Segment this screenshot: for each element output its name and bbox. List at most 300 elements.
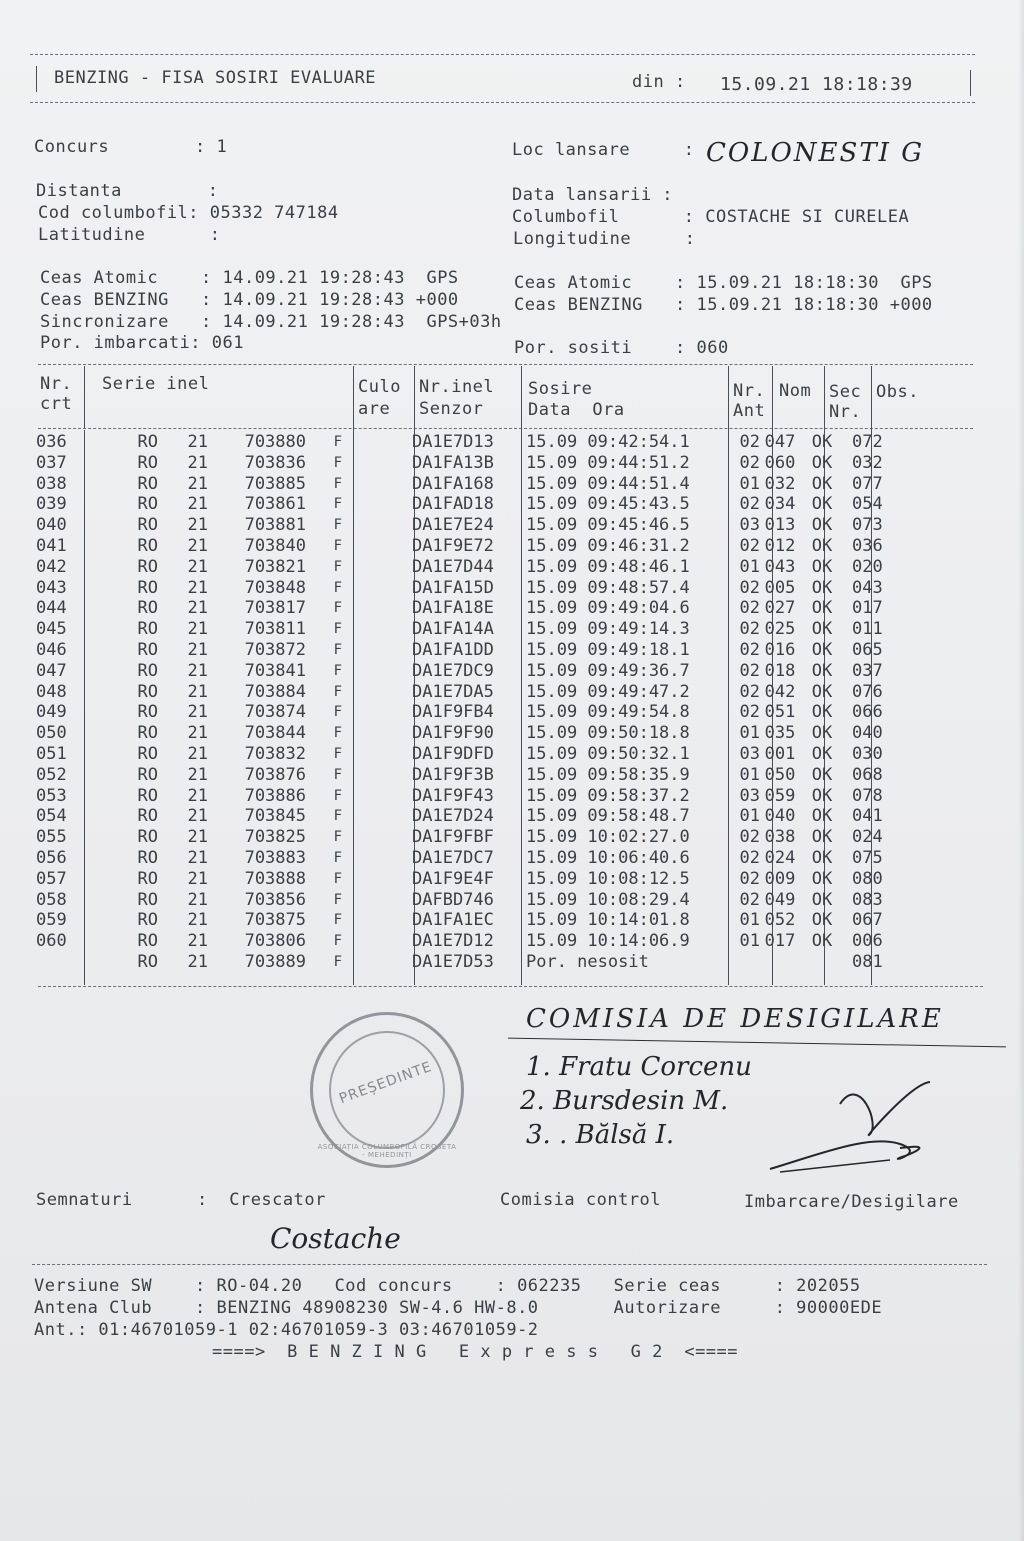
cell-obs: 037 (852, 660, 883, 681)
cell-sex: F (333, 434, 342, 450)
cell-arrival: 15.09 10:08:12.5 (526, 868, 690, 889)
cell-culoare (342, 432, 410, 453)
cell-ro: RO (137, 868, 158, 889)
cell-ro: RO (137, 556, 158, 577)
cell-ro: RO (137, 702, 158, 723)
cell-arrival: 15.09 10:02:27.0 (526, 827, 690, 848)
cell-arrival: 15.09 09:44:51.4 (526, 473, 690, 494)
cell-ant: 02 (739, 619, 760, 640)
cell-obs: 017 (852, 598, 883, 619)
footer-rule (32, 1264, 987, 1265)
cell-sensor: DA1E7D24 (412, 806, 494, 827)
cell-ring: 703876 (244, 764, 306, 785)
cell-ring: 703886 (244, 785, 306, 806)
cell-sex: F (333, 496, 342, 513)
cell-ring: 703806 (244, 931, 306, 952)
table-top-rule (38, 364, 973, 365)
cell-arrival: 15.09 09:46:31.2 (526, 535, 690, 556)
comisia-member-2: 2. Bursdesin M. (520, 1086, 729, 1116)
cell-nr: 038 (36, 473, 67, 494)
footer-brand-line: ====> B E N Z I N G E x p r e s s G 2 <==== (212, 1342, 739, 1362)
table-row (36, 640, 912, 661)
cell-ant: 02 (739, 868, 760, 889)
cell-arrival: Por. nesosit (526, 951, 649, 972)
table-row (36, 786, 912, 807)
concurs-field: Concurs : 1 (34, 137, 228, 157)
cell-ring: 703836 (244, 452, 306, 473)
cell-nr: 046 (36, 639, 67, 660)
cell-ant: 01 (739, 806, 760, 827)
cell-sensor: DA1E7E24 (412, 515, 494, 536)
comisia-control-label: Comisia control (500, 1190, 662, 1210)
cell-ring: 703841 (244, 660, 306, 681)
col-sep-1-head (84, 366, 85, 428)
commission-signature-scribble (760, 1064, 980, 1184)
header-left-border (36, 66, 37, 92)
cell-ro: RO (137, 847, 158, 868)
stamp-center-text: PREȘEDINTE (337, 1058, 435, 1108)
cell-sec (800, 952, 844, 973)
cell-culoare (342, 682, 410, 703)
cell-ring: 703840 (244, 535, 306, 556)
cell-sec: OK (811, 764, 833, 785)
cell-sec: OK (811, 910, 833, 931)
cell-ant: 02 (739, 639, 760, 660)
loc-lansare-label: Loc lansare : (512, 140, 695, 160)
cell-nom: 013 (764, 515, 796, 536)
cell-culoare (342, 515, 410, 536)
table-row (36, 598, 912, 619)
cell-sec: OK (811, 681, 833, 702)
col-head-culo: Culo (358, 377, 401, 397)
cell-sex: F (333, 517, 342, 534)
cell-nr: 051 (36, 743, 67, 764)
cell-sec: OK (811, 660, 833, 681)
cell-sex: F (333, 787, 342, 804)
cell-sensor: DA1F9F43 (412, 785, 494, 806)
latitudine-field: Latitudine : (38, 225, 221, 245)
cell-sec: OK (811, 619, 833, 640)
cell-sensor: DA1E7D53 (412, 951, 494, 972)
cell-sec: OK (811, 556, 833, 577)
footer-version-line: Versiune SW : RO-04.20 Cod concurs : 062235 Serie ceas : 202055 (34, 1276, 861, 1296)
cell-arrival: 15.09 09:45:46.5 (526, 515, 690, 536)
left-por-imbarcati: Por. imbarcati: 061 (40, 333, 244, 353)
cell-nr: 041 (36, 535, 67, 556)
table-row (36, 723, 912, 744)
cell-nr: 057 (36, 868, 67, 889)
cell-culoare (342, 765, 410, 786)
table-row (36, 806, 912, 827)
table-row (36, 619, 912, 640)
col-head-nr-ant: Nr. (733, 381, 766, 401)
cell-sex: F (333, 600, 342, 617)
cell-ant: 02 (739, 452, 760, 473)
cell-nr: 059 (36, 910, 67, 931)
table-row (36, 702, 912, 723)
cell-nom: 012 (764, 535, 796, 556)
cell-arrival: 15.09 10:08:29.4 (526, 889, 690, 910)
cell-nr: 036 (36, 432, 67, 452)
cell-arrival: 15.09 09:49:54.8 (526, 702, 690, 723)
cell-sex: F (333, 891, 342, 908)
cell-obs: 073 (852, 515, 883, 536)
cell-arrival: 15.09 09:58:48.7 (526, 806, 690, 827)
cell-ro: RO (137, 931, 158, 952)
table-bottom-rule (38, 986, 983, 987)
cell-nom: 059 (764, 785, 796, 806)
cell-yr: 21 (187, 556, 208, 577)
cell-nr: 054 (36, 806, 67, 827)
cell-sec: OK (811, 743, 833, 764)
cell-nom: 009 (764, 868, 796, 889)
cell-ro: RO (137, 535, 158, 556)
cell-nom: 032 (764, 473, 796, 494)
cell-yr: 21 (187, 535, 208, 556)
cell-ant: 02 (739, 827, 760, 848)
col-head-crt: crt (40, 394, 73, 414)
cell-ant: 03 (739, 515, 760, 536)
cell-nom: 001 (764, 743, 796, 764)
cell-sec: OK (811, 847, 833, 868)
cell-ring: 703821 (244, 556, 306, 577)
cell-ring: 703872 (244, 639, 306, 660)
cell-nom: 035 (764, 723, 796, 744)
cell-culoare (342, 952, 410, 973)
columbofil-field: Columbofil : COSTACHE SI CURELEA (512, 207, 910, 227)
cell-nr: 037 (36, 452, 67, 473)
cell-sensor: DA1E7DC7 (412, 847, 494, 868)
cell-nr: 045 (36, 619, 67, 640)
cell-ant: 02 (739, 494, 760, 515)
cell-ro: RO (137, 432, 158, 452)
cell-nom: 040 (764, 806, 796, 827)
header-right-border (970, 70, 971, 96)
cell-sex: F (333, 537, 342, 554)
col-head-serie-inel: Serie inel (102, 374, 210, 394)
table-row (36, 931, 912, 952)
cell-ro: RO (137, 577, 158, 598)
cell-sensor: DA1FAD18 (412, 494, 494, 515)
cell-sex: F (333, 849, 342, 866)
cell-arrival: 15.09 09:49:04.6 (526, 598, 690, 619)
cell-obs: 040 (852, 723, 883, 744)
cell-sec: OK (811, 577, 833, 598)
cell-nom: 027 (764, 598, 796, 619)
cell-nr: 060 (36, 931, 67, 952)
cell-culoare (342, 744, 410, 765)
cell-ro: RO (137, 910, 158, 931)
cell-nom: 034 (764, 494, 796, 515)
cell-sensor: DA1F9F3B (412, 764, 494, 785)
cell-obs: 043 (852, 577, 883, 598)
cell-ro: RO (137, 827, 158, 848)
cell-obs: 067 (852, 910, 883, 931)
col-head-nom: Nom (779, 381, 812, 401)
cell-sensor: DA1FA168 (412, 473, 494, 494)
cell-nom: 047 (764, 432, 796, 452)
table-row (36, 682, 912, 703)
cell-ant: 02 (739, 847, 760, 868)
cell-nom: 050 (764, 764, 796, 785)
comisia-underline (508, 1038, 1006, 1048)
cell-obs: 066 (852, 702, 883, 723)
right-ceas-atomic: Ceas Atomic : 15.09.21 18:18:30 GPS (514, 273, 933, 293)
cell-obs: 024 (852, 827, 883, 848)
table-row (36, 515, 912, 536)
cell-ring: 703811 (244, 619, 306, 640)
cell-ro: RO (137, 723, 158, 744)
cell-obs: 077 (852, 473, 883, 494)
stamp-ring-text: ASOCIAȚIA COLUMBOFILĂ CROSETA - MEHEDINȚI (317, 1143, 457, 1159)
cell-sec: OK (811, 515, 833, 536)
cell-nom: 018 (764, 660, 796, 681)
cell-sex: F (333, 475, 342, 492)
cell-culoare (342, 453, 410, 474)
cell-ring: 703844 (244, 723, 306, 744)
cell-sec: OK (811, 702, 833, 723)
cell-nr: 048 (36, 681, 67, 702)
cod-columbofil-field: Cod columbofil: 05332 747184 (38, 203, 339, 223)
cell-nom: 016 (764, 639, 796, 660)
cell-obs: 068 (852, 764, 883, 785)
col-head-ant: Ant (733, 401, 766, 421)
cell-sec: OK (811, 535, 833, 556)
cell-sex: F (333, 766, 342, 783)
cell-nom (760, 952, 800, 973)
cell-sensor: DA1F9E4F (412, 868, 494, 889)
cell-ring: 703884 (244, 681, 306, 702)
cell-obs: 076 (852, 681, 883, 702)
cell-ring: 703832 (244, 743, 306, 764)
cell-arrival: 15.09 09:49:47.2 (526, 681, 690, 702)
cell-obs: 081 (852, 951, 883, 972)
cell-nom: 038 (764, 827, 796, 848)
table-row (36, 536, 912, 557)
cell-sensor: DA1F9DFD (412, 743, 494, 764)
table-row (36, 952, 912, 973)
cell-yr: 21 (187, 452, 208, 473)
table-row (36, 890, 912, 911)
cell-ro: RO (137, 681, 158, 702)
cell-ring: 703874 (244, 702, 306, 723)
din-value: 15.09.21 18:18:39 (720, 74, 913, 95)
cell-nr: 040 (36, 515, 67, 536)
cell-ro: RO (137, 473, 158, 494)
cell-arrival: 15.09 09:50:32.1 (526, 743, 690, 764)
cell-arrival: 15.09 09:58:35.9 (526, 764, 690, 785)
cell-culoare (342, 910, 410, 931)
cell-culoare (342, 536, 410, 557)
cell-ant: 02 (739, 681, 760, 702)
comisia-member-1: 1. Fratu Corcenu (526, 1052, 752, 1082)
header-top-rule (30, 54, 975, 55)
cell-arrival: 15.09 09:48:46.1 (526, 556, 690, 577)
cell-sensor: DA1E7DA5 (412, 681, 494, 702)
col-head-senzor: Senzor (419, 399, 484, 419)
cell-ant: 01 (739, 910, 760, 931)
arrivals-table (36, 432, 912, 973)
cell-yr: 21 (187, 702, 208, 723)
cell-ring: 703885 (244, 473, 306, 494)
cell-ring: 703880 (244, 432, 306, 452)
cell-ro: RO (137, 598, 158, 619)
cell-ant: 01 (739, 556, 760, 577)
cell-culoare (342, 640, 410, 661)
cell-ant: 02 (739, 432, 760, 452)
cell-sex: F (333, 683, 342, 700)
cell-yr: 21 (187, 639, 208, 660)
cell-sec: OK (811, 598, 833, 619)
cell-culoare (342, 848, 410, 869)
cell-yr: 21 (187, 951, 208, 972)
cell-sensor: DA1FA1DD (412, 639, 494, 660)
cell-yr: 21 (187, 660, 208, 681)
cell-ro: RO (137, 951, 158, 972)
cell-nr: 058 (36, 889, 67, 910)
cell-culoare (342, 557, 410, 578)
cell-sec: OK (811, 785, 833, 806)
cell-sec: OK (811, 827, 833, 848)
cell-sec: OK (811, 806, 833, 827)
cell-arrival: 15.09 10:14:01.8 (526, 910, 690, 931)
distanta-field: Distanta : (36, 181, 219, 201)
cell-ro: RO (137, 639, 158, 660)
col-head-are: are (358, 399, 391, 419)
cell-ro: RO (137, 515, 158, 536)
cell-obs: 032 (852, 452, 883, 473)
cell-arrival: 15.09 09:44:51.2 (526, 452, 690, 473)
cell-sec: OK (811, 868, 833, 889)
cell-obs: 006 (852, 931, 883, 952)
cell-yr: 21 (187, 432, 208, 452)
cell-ant: 03 (739, 785, 760, 806)
comisia-handwritten-title: COMISIA DE DESIGILARE (526, 1004, 944, 1034)
cell-yr: 21 (187, 743, 208, 764)
cell-yr: 21 (187, 764, 208, 785)
cell-nr: 044 (36, 598, 67, 619)
cell-sec: OK (811, 723, 833, 744)
cell-sex: F (333, 870, 342, 887)
cell-sec: OK (811, 432, 833, 452)
cell-sensor: DA1E7D12 (412, 931, 494, 952)
cell-sex: F (333, 829, 342, 846)
cell-ring: 703875 (244, 910, 306, 931)
cell-sensor: DA1FA18E (412, 598, 494, 619)
cell-culoare (342, 931, 410, 952)
cell-sensor: DA1E7D13 (412, 432, 494, 452)
footer-antena-line: Antena Club : BENZING 48908230 SW-4.6 HW-8.0 Autorizare : 90000EDE (34, 1298, 883, 1318)
col-head-obs: Obs. (876, 382, 919, 402)
cell-nom: 042 (764, 681, 796, 702)
longitudine-field: Longitudine : (513, 229, 696, 249)
cell-culoare (342, 661, 410, 682)
cell-ring: 703848 (244, 577, 306, 598)
table-row (36, 578, 912, 599)
cell-sensor: DA1FA15D (412, 577, 494, 598)
cell-nr: 050 (36, 723, 67, 744)
cell-nr: 056 (36, 847, 67, 868)
table-row (36, 432, 912, 453)
cell-sex: F (333, 621, 342, 638)
cell-sex: F (333, 704, 342, 721)
cell-ring: 703888 (244, 868, 306, 889)
cell-nr: 039 (36, 494, 67, 515)
cell-sec: OK (811, 889, 833, 910)
cell-nom: 060 (764, 452, 796, 473)
cell-sec: OK (811, 473, 833, 494)
cell-ro: RO (137, 785, 158, 806)
cell-nr: 042 (36, 556, 67, 577)
cell-ant (726, 952, 760, 973)
cell-ro: RO (137, 660, 158, 681)
cell-sex: F (333, 579, 342, 596)
cell-arrival: 15.09 10:06:40.6 (526, 847, 690, 868)
table-header-rule (38, 428, 973, 429)
cell-nr: 053 (36, 785, 67, 806)
cell-ring: 703883 (244, 847, 306, 868)
cell-ant: 02 (739, 535, 760, 556)
table-row (36, 869, 912, 890)
cell-sex: F (333, 912, 342, 929)
cell-nr: 043 (36, 577, 67, 598)
cell-sec: OK (811, 639, 833, 660)
table-row (36, 910, 912, 931)
cell-arrival: 15.09 09:58:37.2 (526, 785, 690, 806)
table-row (36, 474, 912, 495)
cell-obs: 020 (852, 556, 883, 577)
cell-culoare (342, 786, 410, 807)
cell-obs: 083 (852, 889, 883, 910)
cell-ant: 01 (739, 723, 760, 744)
cell-arrival: 15.09 09:49:18.1 (526, 639, 690, 660)
cell-obs: 011 (852, 619, 883, 640)
cell-yr: 21 (187, 723, 208, 744)
table-row (36, 494, 912, 515)
arrivals-table-body (36, 432, 912, 973)
cell-nom: 051 (764, 702, 796, 723)
col-head-sec-nr: Nr. (829, 402, 862, 422)
cell-obs: 030 (852, 743, 883, 764)
table-row (36, 765, 912, 786)
cell-sex: F (333, 933, 342, 950)
cell-sex: F (333, 953, 342, 970)
col-head-data-ora: Data Ora (528, 400, 625, 420)
cell-arrival: 15.09 09:45:43.5 (526, 494, 690, 515)
page-edge (1018, 0, 1024, 1541)
loc-lansare-handwritten: COLONESTI G (706, 138, 924, 168)
cell-culoare (342, 702, 410, 723)
cell-culoare (342, 890, 410, 911)
cell-culoare (342, 619, 410, 640)
left-sincronizare: Sincronizare : 14.09.21 19:28:43 GPS+03h (40, 312, 502, 332)
cell-obs: 072 (852, 432, 883, 452)
cell-obs: 075 (852, 847, 883, 868)
right-por-sositi: Por. sositi : 060 (514, 338, 729, 358)
table-row (36, 453, 912, 474)
cell-sec: OK (811, 931, 833, 952)
cell-ant: 02 (739, 702, 760, 723)
cell-sensor: DA1F9FB4 (412, 702, 494, 723)
cell-obs: 054 (852, 494, 883, 515)
cell-obs: 065 (852, 639, 883, 660)
table-row (36, 557, 912, 578)
footer-ant-line: Ant.: 01:46701059-1 02:46701059-3 03:46701059-2 (34, 1320, 539, 1340)
table-row (36, 827, 912, 848)
club-stamp (310, 1012, 464, 1168)
cell-nom: 025 (764, 619, 796, 640)
cell-sex: F (333, 745, 342, 762)
